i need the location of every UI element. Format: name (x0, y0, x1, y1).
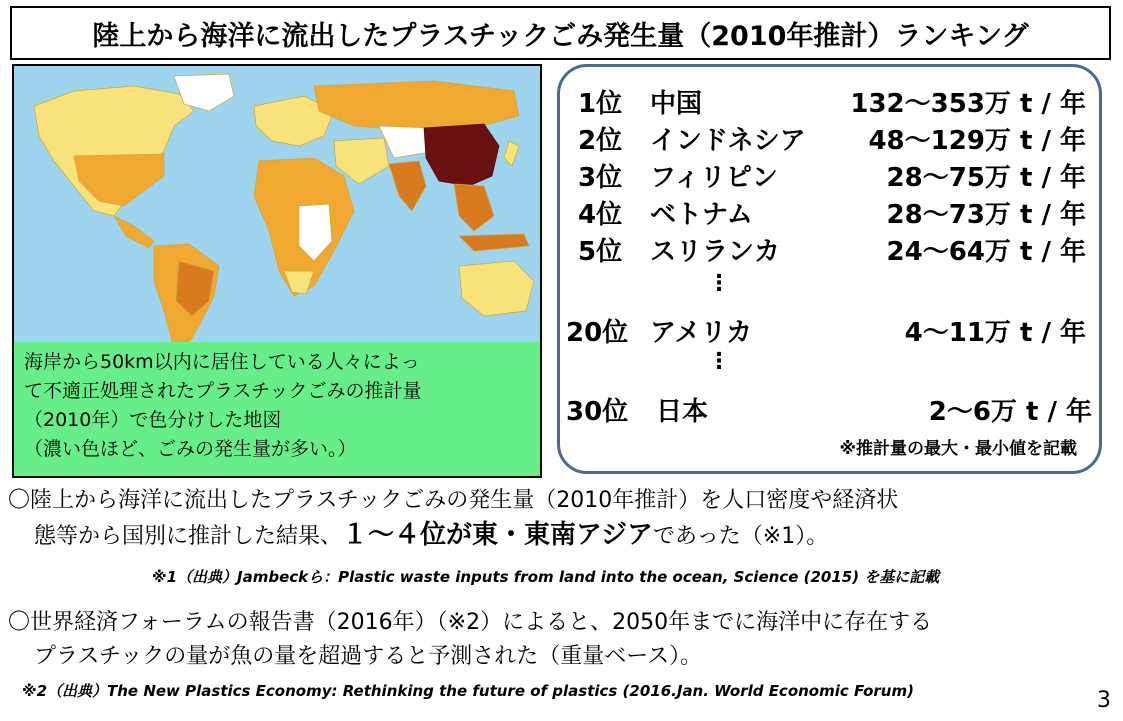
ranking-amount: 24～64万 t / 年 (886, 237, 1086, 267)
ranking-country: スリランカ (650, 237, 781, 267)
paragraph-1-line-2 (8, 518, 898, 554)
ranking-country: 中国 (650, 89, 703, 119)
ranking-amount: 48～129万 t / 年 (868, 126, 1086, 156)
paragraph-1-text: であった（※1）。 (652, 524, 829, 549)
map-region-australia (459, 261, 534, 316)
ranking-row (574, 157, 1094, 193)
ranking-country: アメリカ (650, 318, 753, 348)
ranking-row (574, 194, 1094, 230)
ranking-ellipsis: ⋮ (708, 271, 730, 296)
ranking-position: 2位 (578, 126, 623, 156)
map-region-china (424, 124, 499, 186)
ranking-row (566, 312, 1094, 348)
paragraph-1 (8, 484, 898, 554)
paragraph-2-line-1: 〇世界経済フォーラムの報告書（2016年）（※2）によると、2050年までに海洋中に存在する (8, 610, 933, 635)
map-caption-line: （2010年）で色分けした地図 (24, 409, 282, 431)
title-box (10, 6, 1111, 60)
ranking-note: ※推計量の最大・最小値を記載 (839, 439, 1077, 459)
source-note-2: ※2（出典）The New Plastics Economy: Rethinking the future of plastics (2016.Jan. World Economic Forum) (22, 682, 914, 700)
paragraph-1-line-1: 〇陸上から海洋に流出したプラスチックごみの発生量（2010年推計）を人口密度や経済状 (8, 488, 899, 513)
ranking-position: 30位 (566, 397, 629, 427)
map-region-indonesia (459, 234, 529, 251)
ranking-amount: 132～353万 t / 年 (850, 89, 1086, 119)
paragraph-1-emphasis: １～４位が東・東南アジア (342, 520, 653, 550)
ranking-country: 日本 (656, 397, 709, 427)
map-caption-line: 海岸から50km以内に居住している人々によっ (24, 351, 420, 373)
paragraph-2 (8, 606, 932, 674)
ranking-row (574, 83, 1094, 119)
ranking-row (566, 391, 1094, 427)
source-note-1: ※1（出典）Jambeckら：Plastic waste inputs from land into the ocean, Science (2015) を基に記載 (152, 568, 940, 586)
ranking-position: 1位 (578, 89, 623, 119)
map-region-india (389, 161, 426, 211)
map-caption-line: て不適正処理されたプラスチックごみの推計量 (24, 380, 422, 402)
ranking-amount: 28～73万 t / 年 (886, 200, 1086, 230)
ranking-amount: 4～11万 t / 年 (904, 318, 1086, 348)
map-region-russia (314, 81, 519, 131)
ranking-position: 20位 (566, 318, 629, 348)
ranking-country: インドネシア (650, 126, 806, 156)
map-region-southeast-asia (454, 184, 494, 231)
map-caption-line: （濃い色ほど、ごみの発生量が多い。） (24, 438, 357, 460)
map-caption (14, 342, 540, 478)
map-region-south-africa (284, 271, 314, 294)
map-region-central-america (114, 216, 154, 248)
ranking-position: 3位 (578, 163, 623, 193)
ranking-position: 5位 (578, 237, 623, 267)
ranking-country: ベトナム (650, 200, 753, 230)
paragraph-2-line-2: プラスチックの量が魚の量を超過すると予測された（重量ベース）。 (34, 644, 703, 669)
ranking-row (574, 120, 1094, 156)
map-region-japan (504, 141, 519, 166)
page-number: 3 (1097, 688, 1111, 713)
ranking-panel (557, 64, 1102, 474)
ranking-row (574, 231, 1094, 267)
paragraph-1-text: 態等から国別に推計した結果、 (34, 524, 343, 549)
page-title: 陸上から海洋に流出したプラスチックごみ発生量（2010年推計）ランキング (92, 20, 1029, 52)
ranking-amount: 28～75万 t / 年 (886, 163, 1086, 193)
ranking-country: フィリピン (650, 163, 778, 193)
ranking-position: 4位 (578, 200, 623, 230)
world-map-panel (12, 64, 542, 478)
ranking-amount: 2～6万 t / 年 (928, 397, 1092, 427)
ranking-ellipsis: ⋮ (708, 349, 730, 374)
